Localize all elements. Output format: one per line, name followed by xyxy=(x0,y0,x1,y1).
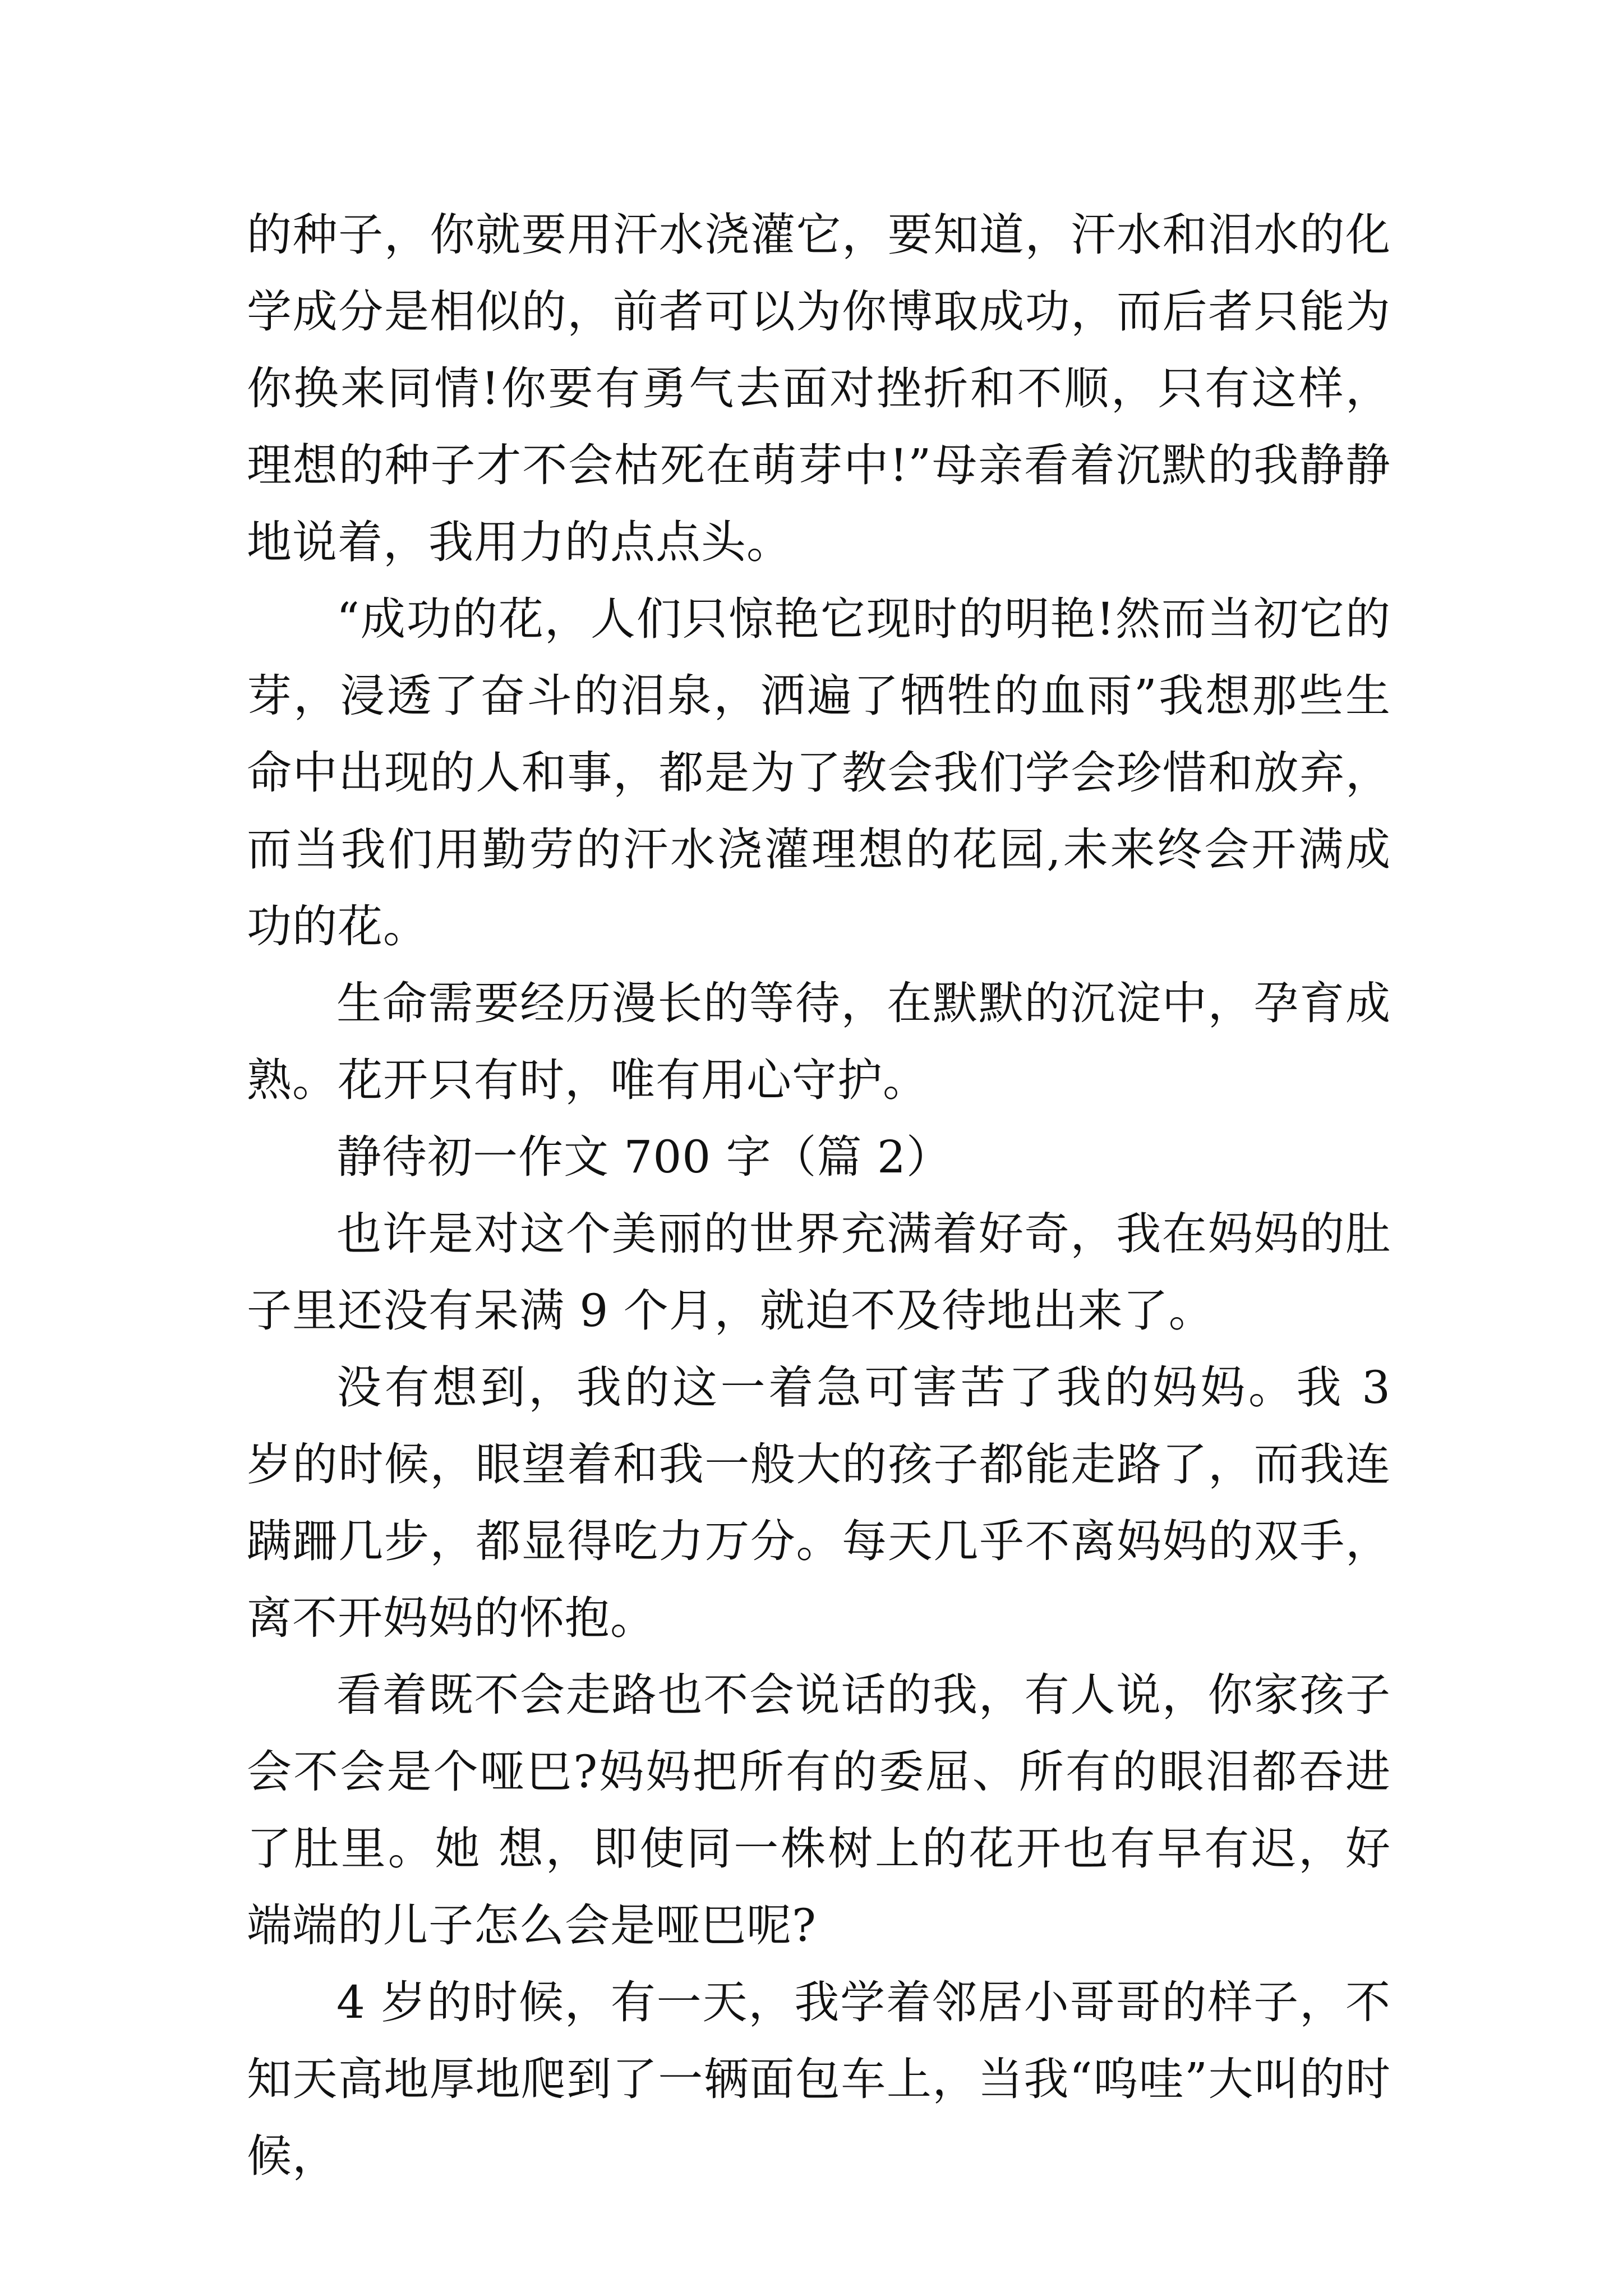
paragraph-6: 看着既不会走路也不会说话的我，有人说，你家孩子会不会是个哑巴?妈妈把所有的委屈、所有的眼泪都吞进了肚里。她 想，即使同一株树上的花开也有早有迟，好端端的儿子怎么会是哑巴呢? xyxy=(247,1669,1391,1952)
paragraph-5: 没有想到，我的这一着急可害苦了我的妈妈。我 3 岁的时候，眼望着和我一般大的孩子都能走路了，而我连蹒跚几步，都显得吃力万分。每天几乎不离妈妈的双手，离不开妈妈的怀抱。 xyxy=(247,1361,1391,1644)
paragraph-2: “成功的花，人们只惊艳它现时的明艳!然而当初它的芽，浸透了奋斗的泪泉，洒遍了牺牲的血雨”我想那些生命中出现的人和事，都是为了教会我们学会珍惜和放弃，而当我们用勤劳的汗水浇灌理想的花园,未来终会开满成功的花。 xyxy=(247,593,1391,953)
document-body xyxy=(247,196,1391,2194)
paragraph-4: 也许是对这个美丽的世界充满着好奇，我在妈妈的肚子里还没有呆满 9 个月，就迫不及待地出来了。 xyxy=(247,1208,1391,1337)
paragraph-3: 生命需要经历漫长的等待，在默默的沉淀中，孕育成熟。花开只有时，唯有用心守护。 xyxy=(247,977,1391,1106)
paragraph-1: 的种子，你就要用汗水浇灌它，要知道，汗水和泪水的化学成分是相似的，前者可以为你博取成功，而后者只能为你换来同情!你要有勇气去面对挫折和不顺，只有这样，理想的种子才不会枯死在萌芽中!”母亲看着沉默的我静静地说着，我用力的点点头。 xyxy=(247,209,1391,568)
paragraph-7: 4 岁的时候，有一天，我学着邻居小哥哥的样子，不知天高地厚地爬到了一辆面包车上，当我“呜哇”大叫的时候， xyxy=(247,1976,1391,2182)
section-heading: 静待初一作文 700 字（篇 2） xyxy=(336,1131,952,1183)
